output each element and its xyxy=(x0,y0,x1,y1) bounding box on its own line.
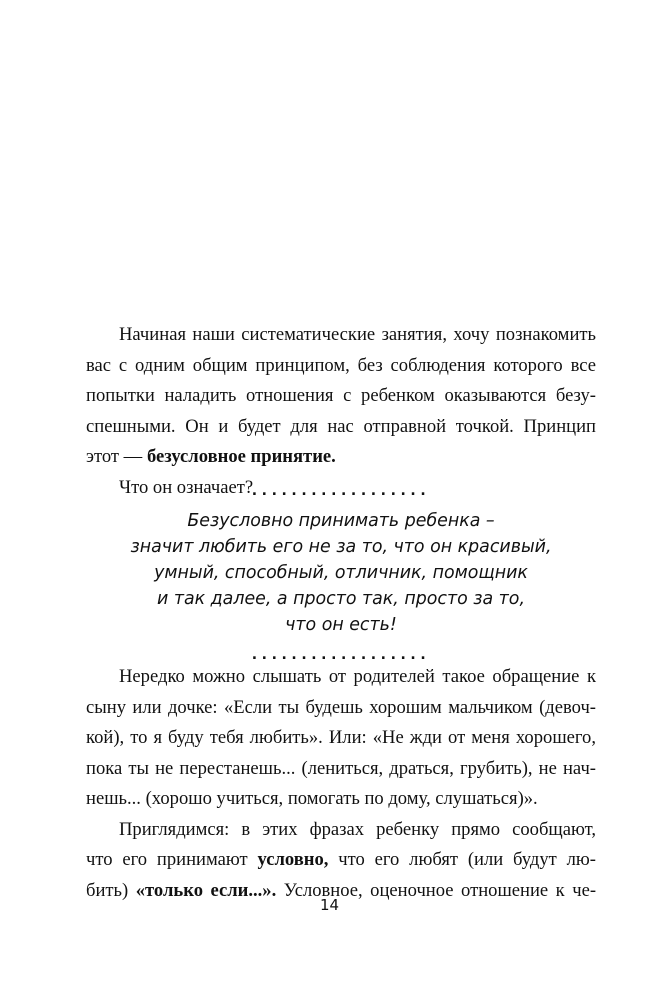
question-line: Что он означает? xyxy=(119,476,254,498)
text-line xyxy=(86,442,596,473)
body-paragraphs xyxy=(86,662,596,906)
text-line: Начиная наши систематические занятия, хочу познакомить xyxy=(119,324,596,345)
text-line xyxy=(86,845,596,876)
text-fragment: Условное, оценочное отношение к че- xyxy=(276,879,597,901)
text-line: попытки наладить отношения с ребенком оказываются безу- xyxy=(86,385,596,406)
highlighted-quote xyxy=(86,478,596,668)
bold-term: условно, xyxy=(257,849,329,870)
text-fragment: что его принимают xyxy=(86,849,258,870)
page-number: 14 xyxy=(319,896,340,914)
text-line: Приглядимся: в этих фразах ребенку прямо сообщают, xyxy=(119,818,596,840)
bold-term: безусловное принятие. xyxy=(146,446,336,467)
text-line: Нередко можно слышать от родителей такое обращение к xyxy=(119,666,596,687)
quote-line: значит любить его не за то, что он красивый, xyxy=(130,537,552,557)
quote-line: что он есть! xyxy=(285,615,397,635)
dotted-divider-top: .................. xyxy=(251,483,431,499)
quote-line: умный, способный, отличник, помощник xyxy=(154,563,528,583)
text-line: вас с одним общим принципом, без соблюдения которого все xyxy=(86,354,596,376)
text-line: пока ты не перестанешь... (лениться, драться, грубить), не нач- xyxy=(86,757,596,779)
text-line: нешь... (хорошо учиться, помогать по дому, слушаться)». xyxy=(86,788,538,809)
text-fragment: что его любят (или будут лю- xyxy=(328,849,596,870)
quote-line: и так далее, а просто так, просто за то, xyxy=(157,589,525,609)
text-line: сыну или дочке: «Если ты будешь хорошим мальчиком (девоч- xyxy=(86,696,596,718)
text-line: спешными. Он и будет для нас отправной точкой. Принцип xyxy=(86,415,596,437)
text-fragment: этот — xyxy=(86,446,147,467)
bold-term: «только если...». xyxy=(135,879,277,901)
quote-line: Безусловно принимать ребенка – xyxy=(187,511,495,531)
text-fragment: бить) xyxy=(86,879,136,901)
dotted-divider-bottom: .................. xyxy=(251,647,431,663)
intro-paragraph xyxy=(86,320,596,503)
text-line: кой), то я буду тебя любить». Или: «Не жди от меня хорошего, xyxy=(86,727,596,748)
